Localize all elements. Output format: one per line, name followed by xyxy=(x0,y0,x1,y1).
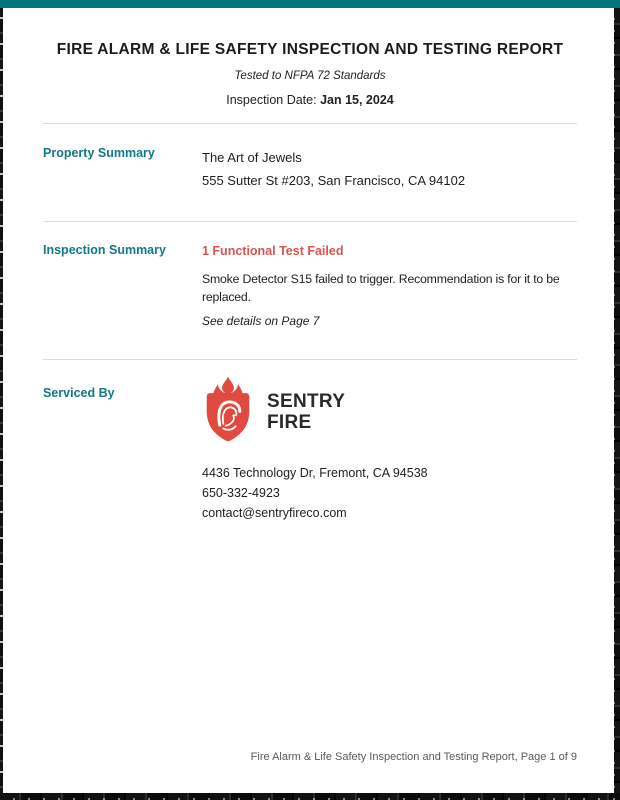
report-content xyxy=(43,8,577,523)
see-details-note: See details on Page 7 xyxy=(202,314,320,328)
property-name: The Art of Jewels xyxy=(202,150,302,165)
scan-edge-left xyxy=(0,8,3,793)
section-label-property-summary: Property Summary xyxy=(43,146,155,160)
property-summary-content xyxy=(202,146,577,192)
vendor-address: 4436 Technology Dr, Fremont, CA 94538 xyxy=(202,466,428,480)
inspection-date-line xyxy=(43,93,577,107)
inspection-summary-section xyxy=(43,222,577,343)
property-address: 555 Sutter St #203, San Francisco, CA 94102 xyxy=(202,173,466,188)
sentry-fire-logo xyxy=(202,374,577,450)
inspection-summary-content xyxy=(202,243,577,328)
scan-edge-bottom xyxy=(0,793,620,800)
scan-edge-right xyxy=(614,8,620,793)
top-accent-bar xyxy=(0,0,620,8)
report-subtitle: Tested to NFPA 72 Standards xyxy=(234,70,386,82)
inspection-date-label: Inspection Date: xyxy=(226,93,321,107)
report-title: FIRE ALARM & LIFE SAFETY INSPECTION AND TESTING REPORT xyxy=(56,41,564,58)
vendor-wordmark-line1: SENTRY xyxy=(267,390,346,412)
property-summary-section xyxy=(43,124,577,205)
flaming-shield-spartan-helmet-icon xyxy=(202,374,254,450)
inspection-date-value: Jan 15, 2024 xyxy=(320,93,394,107)
vendor-wordmark xyxy=(267,391,345,434)
vendor-wordmark-line2: FIRE xyxy=(267,412,312,433)
section-label-inspection-summary: Inspection Summary xyxy=(43,243,166,257)
inspection-detail-text: Smoke Detector S15 failed to trigger. Recommendation is for it to be replaced. xyxy=(202,272,560,304)
serviced-by-section xyxy=(43,360,577,523)
serviced-by-content xyxy=(202,374,577,523)
vendor-contact-block xyxy=(202,463,577,523)
section-label-serviced-by: Serviced By xyxy=(43,386,115,400)
page-footer: Fire Alarm & Life Safety Inspection and Testing Report, Page 1 of 9 xyxy=(250,751,577,763)
failed-test-alert: 1 Functional Test Failed xyxy=(202,244,344,258)
vendor-phone: 650-332-4923 xyxy=(202,486,280,500)
vendor-email: contact@sentryfireco.com xyxy=(202,506,347,520)
